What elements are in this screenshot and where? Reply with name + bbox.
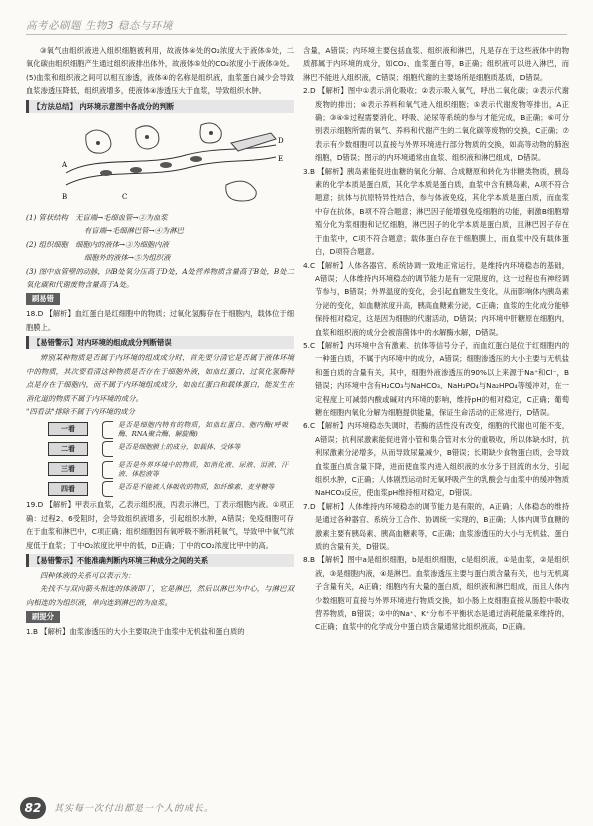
warning-18-title: 【易错警示】对内环境的组成成分判断错误 — [26, 336, 294, 349]
four-look-flowchart — [26, 420, 294, 496]
intro-text: ③氧气由组织液进入组织细胞被利用，故液体④处的O₂浓度大于液体⑤处，二氧化碳由组织细胞产生通过组织液排出体外，故液体⑤处的CO₂浓度小于液体③处。(5)血浆和组织液之间可以相互渗透，液体④的名称是组织液，血浆蛋白减少会导致血浆渗透压降低，组织液增多，使液体④渗透压大于血浆，导致组织水肿。 — [26, 46, 294, 96]
diagram-label-c: C — [122, 192, 128, 201]
method-summary-title: 【方法总结】 内环境示意图中各成分的判断 — [26, 100, 294, 113]
diagram-note-2: (2) 组织细胞 细胞内的液体→③为细胞内液 — [26, 239, 169, 249]
left-column — [26, 44, 294, 639]
section-score-boost: 刷提分 — [26, 611, 60, 623]
diagram-label-b: B — [62, 192, 68, 201]
answer-19: 19.D 【解析】甲表示血浆，乙表示组织液，丙表示淋巴，丁表示细胞内液。①项正确：过程2、6受阻时，会导致组织液增多，引起组织水肿，A错误；免疫细胞可存在于血浆和淋巴中，C项正确；组织细胞因有氧呼吸不断消耗氧气，导致甲中氧气浓度低于血浆；丁中O₂浓度比甲中的低，D正确；丁中的CO₂浓度比甲中的高。 — [26, 500, 294, 550]
answer-8: 8.B 【解析】图中a是组织细胞，b是组织细胞，c是组织液，①是血浆，②是组织液，③是细胞内液，④是淋巴。血浆渗透压主要与蛋白质含量有关，也与无机离子含量有关，A正确；细胞内有大量的蛋白质，组织液和淋巴组成，而且人体内少数细胞可直接与外界环境进行物质交换，如小肠上皮细胞直接从肠腔中吸收营养物质，B错误；②中的Na⁺、K⁺分布不平衡状态是通过消耗能量来维持的，C正确；血浆中的化学成分中蛋白质含量通常比组织液高，D正确。 — [303, 555, 569, 632]
diagram-note-1b: 有盲端→毛细淋巴管→④为淋巴 — [84, 226, 184, 236]
warning-19-title: 【易错警示】不能准确判断内环境三种成分之间的关系 — [26, 554, 294, 567]
four-look-title: "四看法"排除不属于内环境的成分 — [26, 406, 135, 416]
running-header — [26, 14, 567, 35]
flow-text-3: 是否是外界环境中的物质，如消化液、尿液、泪液、汗液、体腔液等 — [118, 461, 288, 478]
answer-6: 6.C 【解析】内环境稳态失调时，若酶的活性没有改变，细胞的代谢也可能不变，A错误；抗利尿激素能促进肾小管和集合管对水分的重吸收，所以体缺水时，抗利尿激素分泌增多，从而导致尿量减少，B错误；长期缺少食物蛋白质，会导致血浆蛋白质含量下降，进而使血浆内进入组织液的水分多于回流的水分，引起组织水肿，C正确；人体剧烈运动时无氧呼吸产生的乳酸会与血浆中的缓冲物质NaHCO₃反应，使血浆pH维持相对稳定，D错误。 — [303, 421, 569, 498]
diagram-note-3: (3) 图中血管壁的动脉，因B处氧分压高于D处，A处营养物质含量高于B处，B处二氧化碳和代谢废物含量高于A处。 — [26, 266, 294, 290]
flow-step-1: 一看 — [48, 422, 88, 436]
footer-motto: 其实每一次付出都是一个人的成长。 — [54, 804, 215, 814]
page-number: 82 — [20, 797, 46, 819]
header-title: 高考必刷题 生物3 稳态与环境 — [26, 20, 173, 32]
answer-4: 4.C 【解析】人体各器官、系统协调一致地正常运行，是维持内环境稳态的基础，A错误；人体维持内环境稳态的调节能力是有一定限度的，这一过程也有神经调节参与，B错误；外界温度的变化，会引起血糖发生变化，从而影响体内胰岛素分泌的变化，如血糖浓度升高，胰高血糖素分泌，C正确；血浆的生化成分能够保持相对稳定，这是因为细胞的代谢活动，D错误；内环境中肝糖原在细胞内，血浆和组织液的成分会被溶菌体中的水解酶水解，D错误。 — [303, 260, 569, 337]
warning-19-text: 四种体液的关系可以表示为： — [40, 570, 135, 580]
answer-3: 3.B 【解析】胰岛素能促进血糖的氧化分解、合成糖原和转化为非糖类物质，胰岛素的化学本质是蛋白质，其化学本质是蛋白质，血浆中含有胰岛素，A项不符合题意；抗体与抗原特异性结合，参与体液免疫，其化学本质是蛋白质，而血浆中存在抗体，B项不符合题意；淋巴因子能增强免疫细胞的功能，刺激B细胞增殖分化为浆细胞和记忆细胞，淋巴因子的化学本质是蛋白质，且淋巴因子存在于血浆中，C项不符合题意；载体蛋白存在于细胞膜上，而血浆中没有载体蛋白，D项符合题意。 — [303, 166, 569, 257]
diagram-label-d: D — [278, 136, 284, 145]
page-footer — [20, 797, 565, 819]
right-column — [303, 44, 569, 634]
relation-explanation: 先找不与双向箭头相连的体液即丁，它是淋巴，然后以淋巴为中心，与淋巴双向相连的为组织液，单向连到淋巴的为血浆。 — [26, 584, 294, 607]
flow-text-1: 是否是细胞内特有的物质，如血红蛋白、胞内酶(呼吸酶、RNA聚合酶、解旋酶) — [118, 421, 288, 438]
answer-7: 7.D 【解析】人体维持内环境稳态的调节能力是有限的，A正确；人体稳态的维持是通过各种器官、系统分工合作、协调统一实现的，B正确；人体内调节血糖的激素主要有胰岛素、胰高血糖素等，C正确；血浆渗透压的大小与无机盐、蛋白质的含量有关，D错误。 — [303, 501, 569, 552]
answer-1: 1.B 【解析】血浆渗透压的大小主要取决于血浆中无机盐和蛋白质的 — [26, 627, 245, 637]
diagram-note-2b: 细胞外的液体→⑤为组织液 — [84, 253, 171, 263]
diagram-label-a: A — [62, 160, 68, 169]
flow-step-4: 四看 — [48, 482, 88, 496]
inner-environment-diagram — [26, 115, 294, 207]
flow-step-3: 三看 — [48, 462, 88, 476]
answer-18: 18.D 【解析】血红蛋白是红细胞中的物质；过氧化氢酶存在于细胞内，载体位于细胞膜上。 — [26, 309, 294, 332]
answer-2: 2.D 【解析】图中①表示消化吸收；②表示吸入氧气，呼出二氧化碳；③表示代谢废物的排出；④表示养料和氧气进入组织细胞；⑤表示代谢废物等排出，A正确；③④⑤过程需要消化、呼吸、泌尿等系统的参与才能完成，B正确；⑥可分别表示细胞所需的氧气、养料和代谢产生的二氧化碳等废物的交换，C正确；⑦表示有少数细胞可以直接与外界环境进行部分物质的交换，如高等动物的肺泡细胞，D错误；图示的内环境通常由血浆、组织液和淋巴组成，D错误。 — [303, 86, 569, 163]
flow-text-4: 是否是不能被人体吸收的物质，如纤维素、麦芽糖等 — [118, 483, 275, 492]
section-easy-mistakes: 刷易错 — [26, 293, 60, 305]
warning-18-text: 辨别某种物质是否属于内环境的组成成分时，首先要分清它是否属于液体环境中的物质，其次要看清这种物质是否存在于细胞外液，如血红蛋白、过氧化氢酶特点是存在于细胞内，而不属于内环境组成成分，如血红蛋白和载体蛋白，能发生在消化道的物质不属于内环境的成分。 — [26, 353, 294, 403]
answer-5: 5.C 【解析】内环境中含有激素、抗体等信号分子，而血红蛋白是位于红细胞内的一种蛋白质，不属于内环境中的成分，A错误；细胞渗透压的大小主要与无机盐和蛋白质的含量有关，其中，细胞外液渗透压的90%以上来源于Na⁺和Cl⁻，B错误；内环境中含有H₂CO₃与NaHCO₃、NaH₂PO₄与Na₂HPO₄等缓冲对，在一定程度上可减弱内酸或碱对内环境的影响，维持pH的相对稳定，C正确；葡萄糖在细胞内氧化分解为细胞提供能量，保证生命活动的正常进行，D错误。 — [303, 340, 569, 417]
flow-step-2: 二看 — [48, 442, 88, 456]
diagram-label-e: E — [278, 154, 284, 163]
diagram-note-1: (1) 管状结构 无盲端→毛细血管→②为血浆 — [26, 213, 168, 223]
flow-text-2: 是否是细胞膜上的成分，如载体、受体等 — [118, 443, 241, 452]
answer-1-cont: 含量，A错误；内环境主要包括血浆、组织液和淋巴，凡是存在于这些液体中的物质都属于内环境的成分，如CO₂、血浆蛋白等，B正确；组织液可以进入淋巴，而淋巴不能进入组织液，C错误；细胞代谢的主要场所是细胞质基质，D错误。 — [303, 46, 569, 82]
